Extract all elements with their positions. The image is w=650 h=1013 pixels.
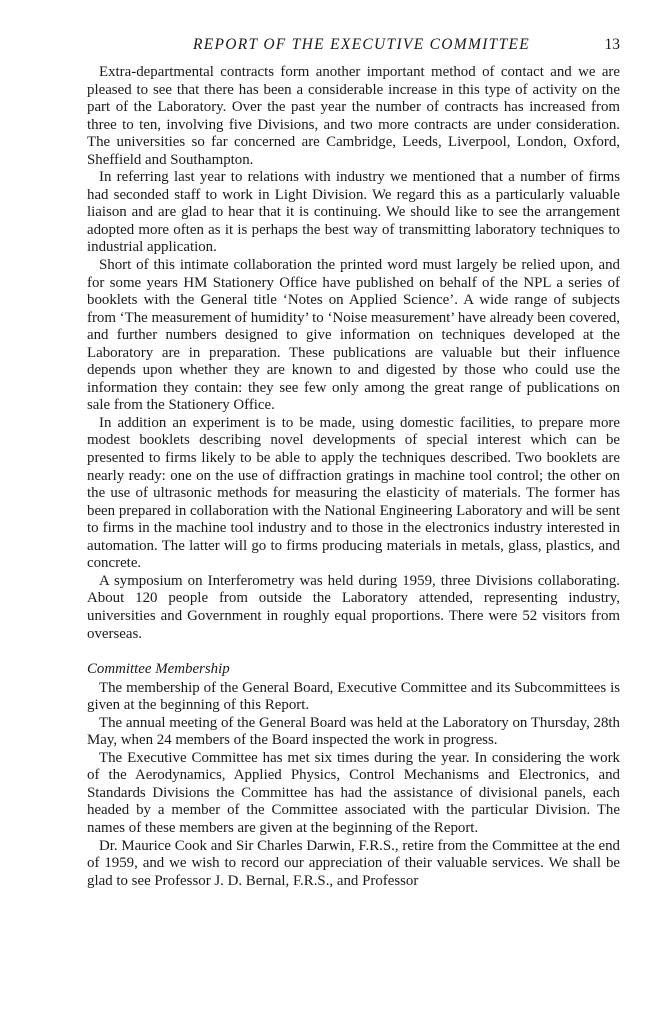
paragraph-industry-relations: In referring last year to relations with industry we mentioned that a number of firms had seconded staff to work in Light Division. We regard this as a particularly valuable liaison and are glad to hear that it is continuing. We should like to see the arrangement adopted more often as it is perhaps the best way of transmitting laboratory techniques to industrial application.	[87, 169, 620, 256]
paragraph-executive-committee: The Executive Committee has met six times during the year. In considering the work of the Aerodynamics, Applied Physics, Control Mechanisms and Electronics, and Standards Divisions the Committee has had the assistance of divisional panels, each headed by a member of the Committee associated with the particular Division. The names of these members are given at the beginning of the Report.	[87, 749, 620, 836]
paragraph-membership: The membership of the General Board, Executive Committee and its Subcommittees is given at the beginning of this Report.	[87, 679, 620, 714]
body-text	[87, 64, 620, 890]
running-title: REPORT OF THE EXECUTIVE COMMITTEE	[192, 36, 531, 53]
paragraph-retirements: Dr. Maurice Cook and Sir Charles Darwin, F.R.S., retire from the Committee at the end of 1959, and we wish to record our appreciation of their valuable services. We shall be glad to see Professor J. D. Bernal, F.R.S., and Professor	[87, 837, 620, 889]
paragraph-contracts: Extra-departmental contracts form another important method of contact and we are pleased to see that there has been a considerable increase in this type of activity on the part of the Laboratory. Over the past year the number of contracts has increased from three to ten, involving five Divisions, and two more contracts are under consideration. The universities so far concerned are Cambridge, Leeds, Liverpool, London, Oxford, Sheffield and Southampton.	[87, 64, 620, 168]
paragraph-printed-word: Short of this intimate collaboration the printed word must largely be relied upon, and for some years HM Stationery Office have published on behalf of the NPL a series of booklets with the General title ‘Notes on Applied Science’. A wide range of subjects from ‘The measurement of humidity’ to ‘Noise measurement’ have already been covered, and further numbers designed to give information on techniques developed at the Laboratory are in preparation. These publications are valuable but their influence depends upon whether they are known to and digested by those who could use the information they contain: they see few only among the great range of publications on sale from the Stationery Office.	[87, 257, 620, 414]
running-header	[87, 36, 620, 58]
paragraph-booklets-experiment: In addition an experiment is to be made, using domestic facilities, to prepare more modest booklets describing novel developments of special interest which can be presented to firms likely to be able to apply the techniques described. Two booklets are nearly ready: one on the use of diffraction gratings in machine tool control; the other on the use of ultrasonic methods for measuring the elasticity of materials. The former has been prepared in collaboration with the National Engineering Laboratory and will be sent to firms in the machine tool industry and to those in the electronics industry interested in automation. The latter will go to firms producing materials in metals, glass, plastics, and concrete.	[87, 414, 620, 572]
paragraph-symposium: A symposium on Interferometry was held during 1959, three Divisions collaborating. About 120 people from outside the Laboratory attended, representing industry, universities and Government in roughly equal proportions. There were 52 visitors from overseas.	[87, 572, 620, 642]
section-heading: Committee Membership	[87, 661, 230, 678]
paragraph-annual-meeting: The annual meeting of the General Board was held at the Laboratory on Thursday, 28th May, when 24 members of the Board inspected the work in progress.	[87, 714, 621, 749]
page-number: 13	[604, 36, 620, 53]
